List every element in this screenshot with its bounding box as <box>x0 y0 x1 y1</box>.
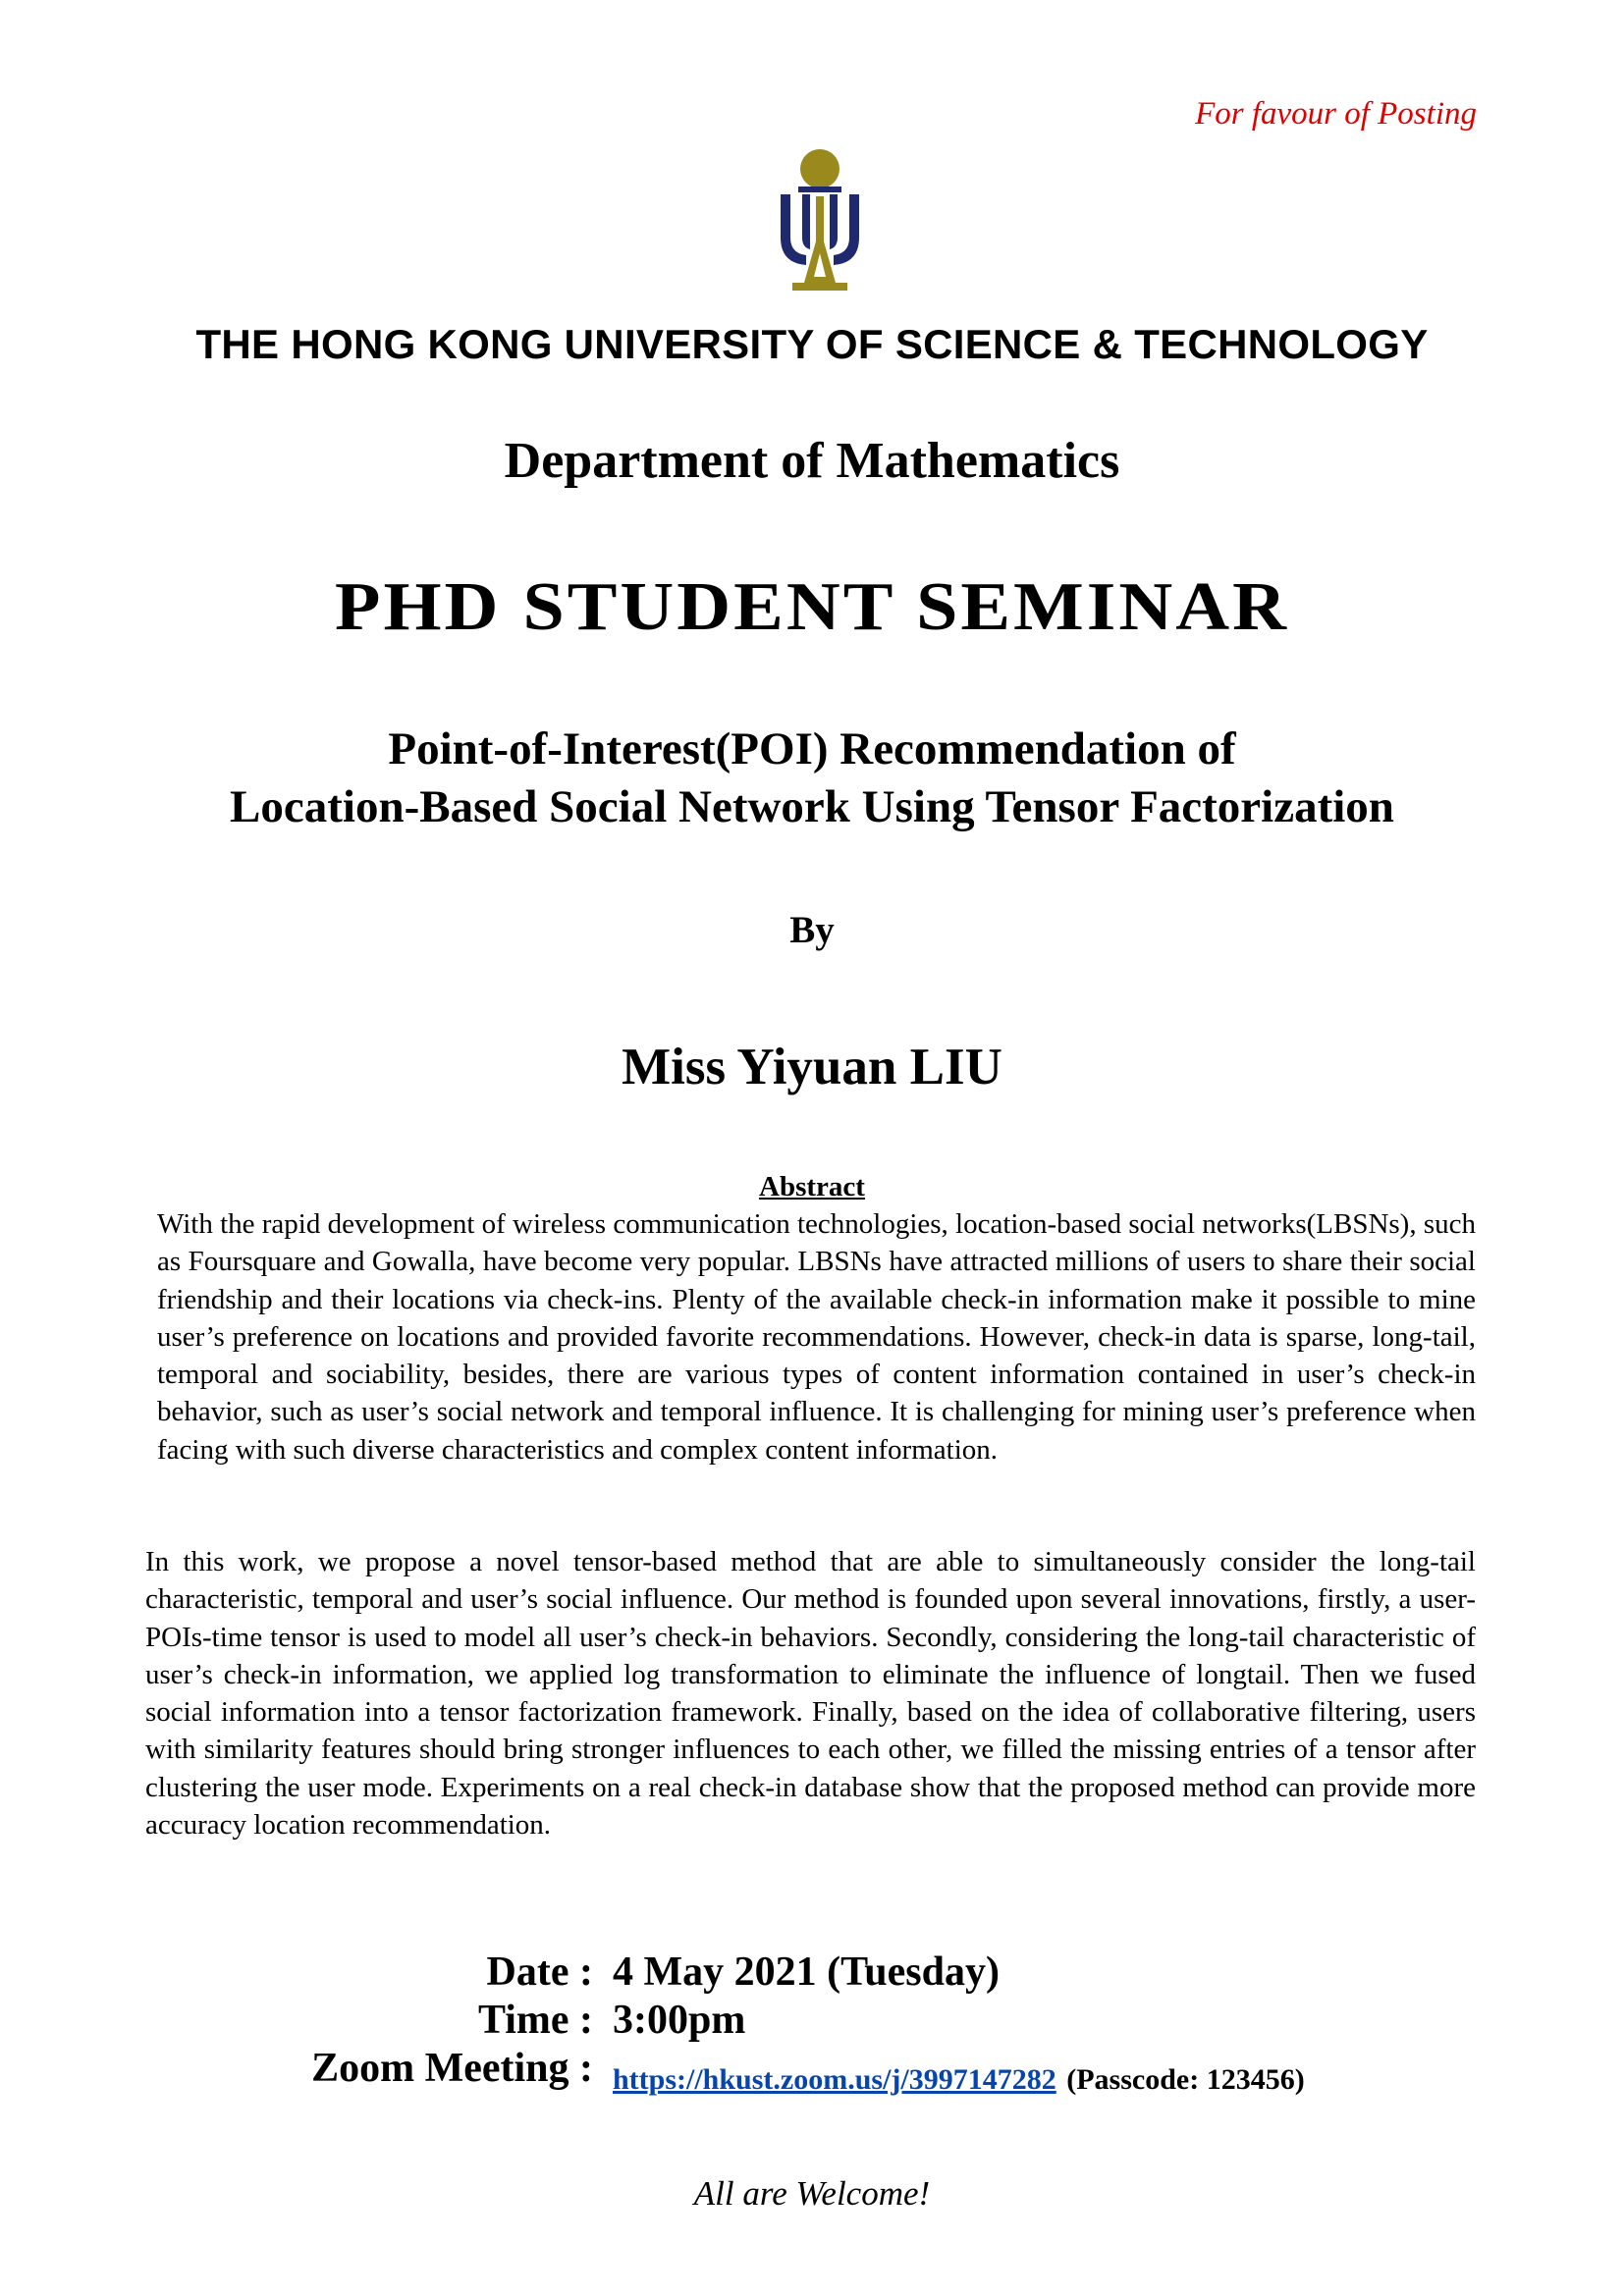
date-value: 4 May 2021 (Tuesday) <box>613 1949 1000 1995</box>
talk-title <box>0 721 1624 836</box>
speaker-name: Miss Yiyuan LIU <box>622 1039 1002 1095</box>
abstract-heading: Abstract <box>759 1171 865 1202</box>
abstract-paragraph-2: In this work, we propose a novel tensor-based method that are able to simultaneously consider the long-tail characteristic, temporal and user’s social influence. Our method is founded upon several innovations, firstly, a user-POIs-time tensor is used to model all user’s check-in behaviors. Secondly, considering the long-tail characteristic of user’s check-in information, we applied log transformation to eliminate the influence of longtail. Then we fused social information into a tensor factorization framework. Finally, based on the idea of collaborative filtering, users with similarity features should bring stronger influences to each other, we filled the missing entries of a tensor after clustering the user mode. Experiments on a real check-in database show that the proposed method can provide more accuracy location recommendation. <box>145 1546 1476 1842</box>
time-value: 3:00pm <box>613 1998 746 2043</box>
talk-title-line-1: Point-of-Interest(POI) Recommendation of <box>388 723 1236 774</box>
department-name: Department of Mathematics <box>504 433 1120 489</box>
time-row <box>0 1997 1624 2046</box>
date-row <box>0 1949 1624 1998</box>
zoom-link[interactable]: https://hkust.zoom.us/j/3997147282 <box>613 2063 1056 2096</box>
time-label: Time : <box>477 1998 593 2043</box>
posting-note: For favour of Posting <box>1195 96 1477 132</box>
university-name: THE HONG KONG UNIVERSITY OF SCIENCE & TECHNOLOGY <box>195 321 1429 367</box>
abstract-paragraph-1: With the rapid development of wireless communication technologies, location-based social networks(LBSNs), such as Foursquare and Gowalla, have become very popular. LBSNs have attracted millions of users to share their social friendship and their locations via check-ins. Plenty of the available check-in information make it possible to mine user’s preference on locations and provided favorite recommendations. However, check-in data is sparse, long-tail, temporal and sociability, besides, there are various types of content information contained in user’s check-in behavior, such as user’s social network and temporal influence. It is challenging for mining user’s preference when facing with such diverse characteristics and complex content information. <box>157 1208 1476 1466</box>
seminar-heading: PHD STUDENT SEMINAR <box>335 568 1289 645</box>
zoom-value <box>613 2053 1305 2100</box>
by-label: By <box>789 909 835 951</box>
zoom-row <box>0 2045 1624 2094</box>
talk-title-line-2: Location-Based Social Network Using Tensor Factorization <box>230 781 1394 832</box>
zoom-passcode: (Passcode: 123456) <box>1066 2063 1305 2096</box>
zoom-label: Zoom Meeting : <box>311 2046 593 2091</box>
hkust-logo-icon <box>773 147 867 294</box>
closing-text: All are Welcome! <box>693 2174 931 2213</box>
date-label: Date : <box>486 1949 593 1995</box>
